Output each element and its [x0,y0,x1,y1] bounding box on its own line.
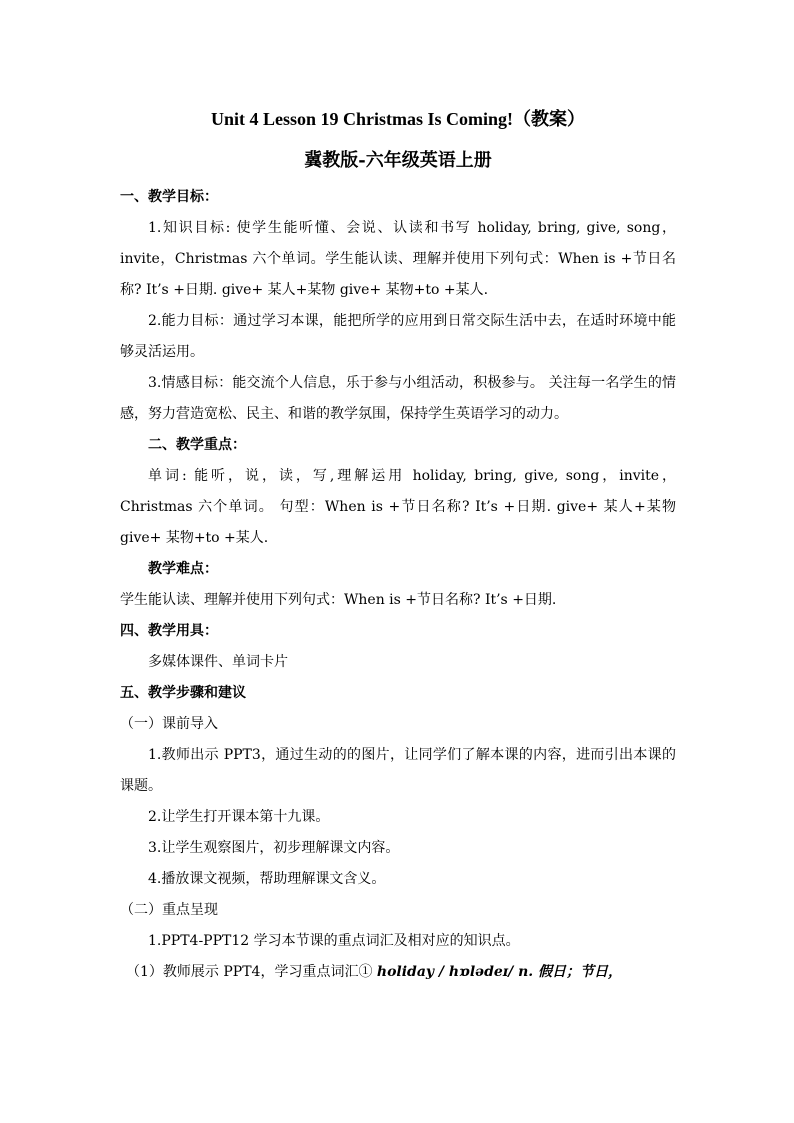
document-body [120,96,676,988]
paragraph-ability-goal: 2.能力目标：通过学习本课，能把所学的应用到日常交际生活中去，在适时环境中能够灵活运用。 [120,313,676,360]
vocab-intro: （1）教师展示 PPT4，学习重点词汇① [126,964,377,980]
page-subtitle: 冀教版-六年级英语上册 [304,150,492,171]
vocab-holiday: holiday / hɒlədeɪ/ n. 假日；节日， [376,964,623,980]
step-item-vocab [120,957,676,988]
section-heading-difficulties: 教学难点： [148,561,218,577]
step-item-2: 2.让学生打开课本第十九课。 [148,809,330,825]
subheading-lead-in: （一）课前导入 [120,716,218,732]
paragraph-knowledge-goal: 1.知识目标: 使学生能听懂、会说、认读和书写 holiday, bring, give, song，invite，Christmas 六个单词。学生能认读、理解并使用下列句式：When is +节日名称? It’s +日期. give+ 某人+某物 give+ 某物+to +某人. [120,220,676,298]
step-item-ppt: 1.PPT4-PPT12 学习本节课的重点词汇及相对应的知识点。 [148,933,520,949]
subheading-key-presentation: （二）重点呈现 [120,902,218,918]
section-heading-tools: 四、教学用具： [120,623,218,639]
section-heading-key-points: 二、教学重点： [148,437,246,453]
paragraph-key-points: 单词: 能听，说，读，写,理解运用 holiday, bring, give, song，invite，Christmas 六个单词。 句型：When is +节日名称? It’s +日期. give+ 某人+某物 give+ 某物+to +某人. [120,468,676,546]
paragraph-tools: 多媒体课件、单词卡片 [148,654,288,670]
step-item-3: 3.让学生观察图片，初步理解课文内容。 [148,840,400,856]
section-heading-objectives: 一、教学目标： [120,189,218,205]
step-item-1: 1.教师出示 PPT3，通过生动的的图片，让同学们了解本课的内容，进而引出本课的课题。 [120,747,676,794]
paragraph-emotion-goal: 3.情感目标：能交流个人信息，乐于参与小组活动，积极参与。 关注每一名学生的情感，努力营造宽松、民主、和谐的教学氛围，保持学生英语学习的动力。 [120,375,676,422]
paragraph-difficulties: 学生能认读、理解并使用下列句式：When is +节日名称? It’s +日期. [120,592,557,608]
section-heading-steps: 五、教学步骤和建议 [120,685,246,701]
page-title: Unit 4 Lesson 19 Christmas Is Coming!（教案） [210,109,586,129]
step-item-4: 4.播放课文视频，帮助理解课文含义。 [148,871,386,887]
